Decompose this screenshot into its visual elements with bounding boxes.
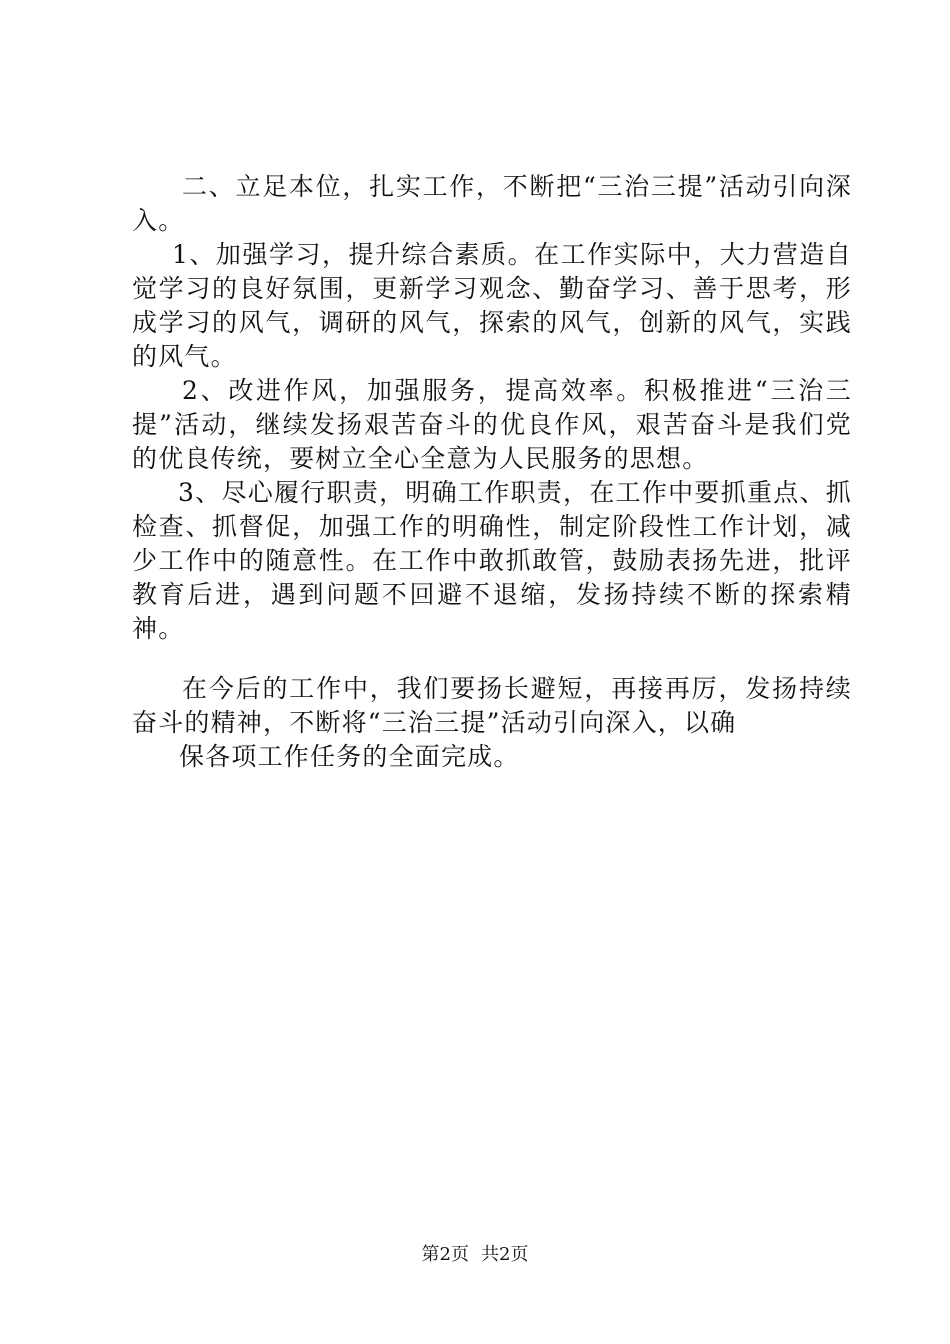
page-number: 第2页 (421, 1244, 469, 1265)
paragraph-conclusion: 在今后的工作中，我们要扬长避短，再接再厉，发扬持续奋斗的精神，不断将“三治三提”活动引向深入，以确 (132, 674, 852, 737)
paragraph-conclusion-tail: 保各项工作任务的全面完成。 (179, 742, 520, 771)
paragraph-item-two: 2、改进作风，加强服务，提高效率。积极推进“三治三提”活动，继续发扬艰苦奋斗的优良作风，艰苦奋斗是我们党的优良传统，要树立全心全意为人民服务的思想。 (132, 376, 852, 473)
paragraph-section-two: 二、立足本位，扎实工作，不断把“三治三提”活动引向深入。 (132, 172, 852, 235)
document-body (132, 170, 852, 774)
paragraph-item-one: 1、加强学习，提升综合素质。在工作实际中，大力营造自觉学习的良好氛围，更新学习观念、勤奋学习、善于思考，形成学习的风气，调研的风气，探索的风气，创新的风气，实践的风气。 (132, 240, 852, 371)
paragraph-item-three: 3、尽心履行职责，明确工作职责，在工作中要抓重点、抓检查、抓督促，加强工作的明确性，制定阶段性工作计划，减少工作中的随意性。在工作中敢抓敢管，鼓励表扬先进，批评教育后进，遇到问题不回避不退缩，发扬持续不断的探索精神。 (132, 478, 852, 643)
page-total: 共2页 (481, 1244, 529, 1265)
page-footer (0, 1243, 950, 1267)
paragraph-gap (132, 646, 852, 672)
